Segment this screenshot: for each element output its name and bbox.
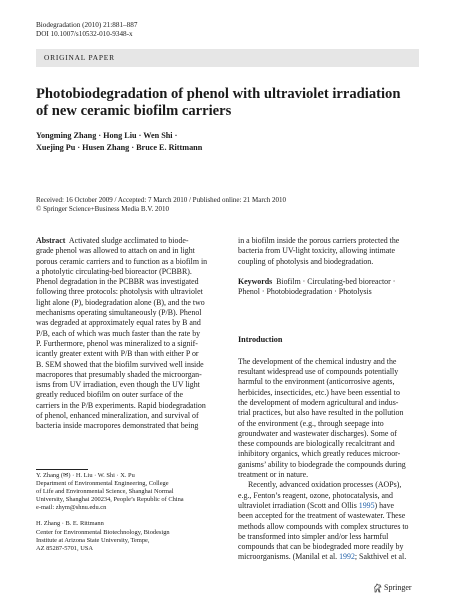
abstract-line: isms from UV irradiation, even though the UV light [36,380,200,390]
affiliation-line: H. Zhang · B. E. Rittmann [36,520,104,528]
intro-line: ganisms’ ability to biodegrade the compounds during [238,459,406,469]
intro-line: herbicides, insecticides, etc.) have been essential to [238,387,400,397]
abstract-line: bacteria inside macropores demonstrated that being [36,421,199,431]
author-list [36,130,426,154]
abstract-line: icantly greater extent with P/B than with either P or [36,349,199,359]
abstract-line: of phenol, enhanced mineralization, and survival of [36,411,199,421]
intro-line: the development of modern agricultural and indus- [238,397,399,407]
abstract-label: Abstract [36,236,66,245]
affiliation-line: University, Shanghai 200234, People’s Republic of China [36,496,184,504]
abstract-line: light alone (P), biodegradation alone (B), and the two [36,297,205,307]
affiliation-line: of Life and Environmental Science, Shanghai Normal [36,488,174,496]
keywords-label: Keywords [238,276,273,286]
intro-line: inhibitory organics, which greatly reduces microor- [238,449,401,459]
affiliation-line: Institute at Arizona State University, Tempe, [36,536,150,544]
abstract-line: carriers in the P/B experiments. Rapid biodegradation [36,400,206,410]
section-label: ORIGINAL PAPER [36,49,419,67]
intro-line: trial practices, but also have resulted in the pollution [238,408,404,418]
intro-line: resultant widespread use of compounds potentially [238,367,399,377]
intro-line: compounds that can be biodegraded more readily by [238,542,404,552]
affiliation-line: AZ 85287-5701, USA [36,544,93,552]
abstract-line: P. Furthermore, phenol was mineralized to a signif- [36,338,198,348]
doi: DOI 10.1007/s10532-010-9348-x [36,30,133,38]
intro-line: groundwater and wastewater discharges). Some of [238,428,397,438]
intro-line: e.g., Fenton’s reagent, ozone, photocatalysis, and [238,490,393,500]
intro-line: The development of the chemical industry and the [238,356,397,366]
keywords [238,277,426,287]
abstract-line: in a biofilm inside the porous carriers protected the [238,236,400,245]
publication-dates [36,196,426,214]
abstract-line: Activated sludge acclimated to biode- [68,236,189,245]
abstract-line: macropores that presumably shaded the microorgan- [36,369,202,379]
authors-line: Yongming Zhang · Hong Liu · Wen Shi · [36,131,178,140]
citation-link[interactable]: 1992 [339,552,355,562]
publisher-name: Springer [384,583,412,592]
intro-line: be transformed into simpler and/or less harmful [238,531,389,541]
abstract-line: Phenol degradation in the PCBBR was investigated [36,277,199,287]
affiliation-line: e-mail: zhym@shnu.edu.cn [36,504,107,512]
authors-line: Xuejing Pu · Husen Zhang · Bruce E. Rittmann [36,143,203,152]
abstract-line: bacteria from UV-light toxicity, allowing intimate [238,246,395,256]
dates-line: Received: 16 October 2009 / Accepted: 7 March 2010 / Published online: 21 March 2010 [36,196,287,204]
intro-line: treatment or in nature. [238,470,309,480]
article-title [36,86,426,120]
footnote-divider [36,469,88,470]
abstract-line: grade phenol was allowed to attach on and in light [36,246,195,256]
right-column [238,236,426,563]
intro-line [238,552,426,562]
intro-line: methods allow compounds with complex structures to [238,521,409,531]
intro-line [238,501,426,511]
abstract-line: coupling of photolysis and biodegradation. [238,256,374,266]
keywords-line: Biofilm · Circulating-bed bioreactor · [276,276,396,286]
abstract-line: a photolytic circulating-bed bioreactor (PCBBR). [36,266,192,276]
springer-horse-icon [373,583,382,593]
text-span: microorganisms. (Manilal et al. [238,552,340,562]
abstract-line: mechanisms operating simultaneously (P/B). Phenol [36,308,202,318]
intro-line: been accepted for the treatment of wastewater. These [238,511,406,521]
abstract-line: B. SEM showed that the biofilm survived well inside [36,359,204,369]
text-span: ) have [374,500,395,510]
abstract-line: P/B, each of which was much faster than the rate by [36,328,201,338]
affiliation-line: Y. Zhang (✉) · H. Liu · W. Shi · X. Pu [36,472,135,479]
abstract-line: porous ceramic carriers and to function as a biofilm in [36,256,208,266]
intro-line: of the environment (e.g., through seepage into [238,418,384,428]
title-line: Photobiodegradation of phenol with ultraviolet irradiation [36,86,401,102]
text-span: ; Sakthivel et al. [354,552,407,562]
abstract-line: following three protocols: photolysis with ultraviolet [36,287,203,297]
intro-line: Recently, advanced oxidation processes (AOPs), [248,480,402,490]
title-line: of new ceramic biofilm carriers [36,103,232,119]
abstract-line: was degraded at approximately equal rates by B and [36,318,201,328]
intro-line: harmful to the environment (anticorrosive agents, [238,377,395,387]
section-heading: Introduction [238,335,283,345]
abstract [36,236,224,432]
publisher-logo [373,583,412,593]
affiliation-line: Center for Environmental Biotechnology, Biodesign [36,528,170,536]
text-span: ultraviolet irradiation (Scott and Ollis [238,500,359,510]
affiliation-line: Department of Environmental Engineering, College [36,480,169,488]
journal-citation: Biodegradation (2010) 21:881–887 [36,21,138,29]
keywords-line: Phenol · Photobiodegradation · Photolysis [238,287,372,297]
affiliations [36,472,224,553]
citation-link[interactable]: 1995 [358,500,375,510]
journal-header [36,21,137,39]
intro-line: these compounds are biologically recalcitrant and [238,439,395,449]
copyright-line: © Springer Science+Business Media B.V. 2010 [36,205,169,213]
abstract-line: greatly reduced biofilm on outer surface of the [36,390,184,400]
